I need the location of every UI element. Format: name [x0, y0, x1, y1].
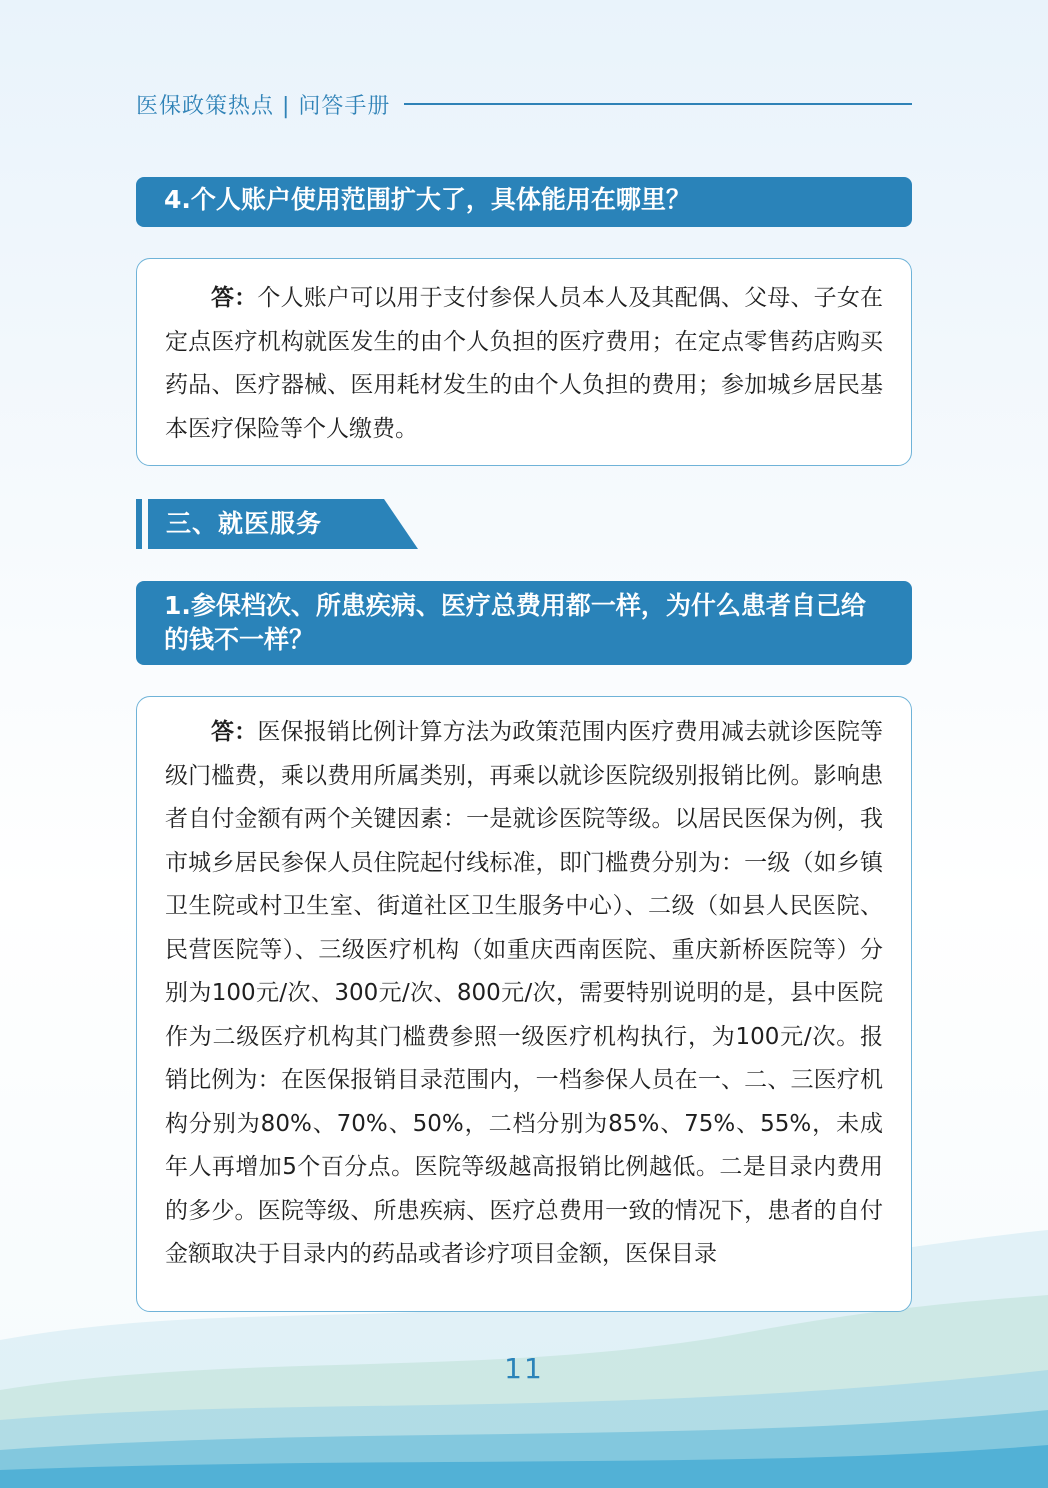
- question-heading-1: 1.参保档次、所患疾病、医疗总费用都一样，为什么患者自己给的钱不一样？: [136, 581, 912, 665]
- answer-paragraph: [165, 711, 883, 1277]
- header-rule: [404, 103, 912, 105]
- answer-label: 答：: [211, 719, 258, 745]
- answer-box-1: [136, 696, 912, 1312]
- question-heading-4: 4.个人账户使用范围扩大了，具体能用在哪里？: [136, 177, 912, 227]
- section-title: 三、就医服务: [166, 509, 323, 538]
- answer-box-4: [136, 258, 912, 466]
- section-banner: [136, 499, 426, 549]
- answer-paragraph: [165, 277, 883, 451]
- running-title: 医保政策热点 | 问答手册: [136, 93, 391, 119]
- answer-text: 个人账户可以用于支付参保人员本人及其配偶、父母、子女在定点医疗机构就医发生的由个人负担的医疗费用；在定点零售药店购买药品、医疗器械、医用耗材发生的由个人负担的费用；参加城乡居民基本医疗保险等个人缴费。: [165, 285, 884, 442]
- page-number: 11: [504, 1352, 544, 1385]
- running-header: [136, 84, 912, 124]
- answer-text: 医保报销比例计算方法为政策范围内医疗费用减去就诊医院等级门槛费，乘以费用所属类别，再乘以就诊医院级别报销比例。影响患者自付金额有两个关键因素：一是就诊医院等级。以居民医保为例，我市城乡居民参保人员住院起付线标准，即门槛费分别为：一级（如乡镇卫生院或村卫生室、街道社区卫生服务中心）、二级（如县人民医院、民营医院等）、三级医疗机构（如重庆西南医院、重庆新桥医院等）分别为100元/次、300元/次、800元/次，需要特别说明的是，县中医院作为二级医疗机构其门槛费参照一级医疗机构执行，为100元/次。报销比例为：在医保报销目录范围内，一档参保人员在一、二、三医疗机构分别为80%、70%、50%，二档分别为85%、75%、55%，未成年人再增加5个百分点。医院等级越高报销比例越低。二是目录内费用的多少。医院等级、所患疾病、医疗总费用一致的情况下，患者的自付金额取决于目录内的药品或者诊疗项目金额，医保目录: [165, 719, 884, 1267]
- answer-label: 答：: [211, 285, 258, 311]
